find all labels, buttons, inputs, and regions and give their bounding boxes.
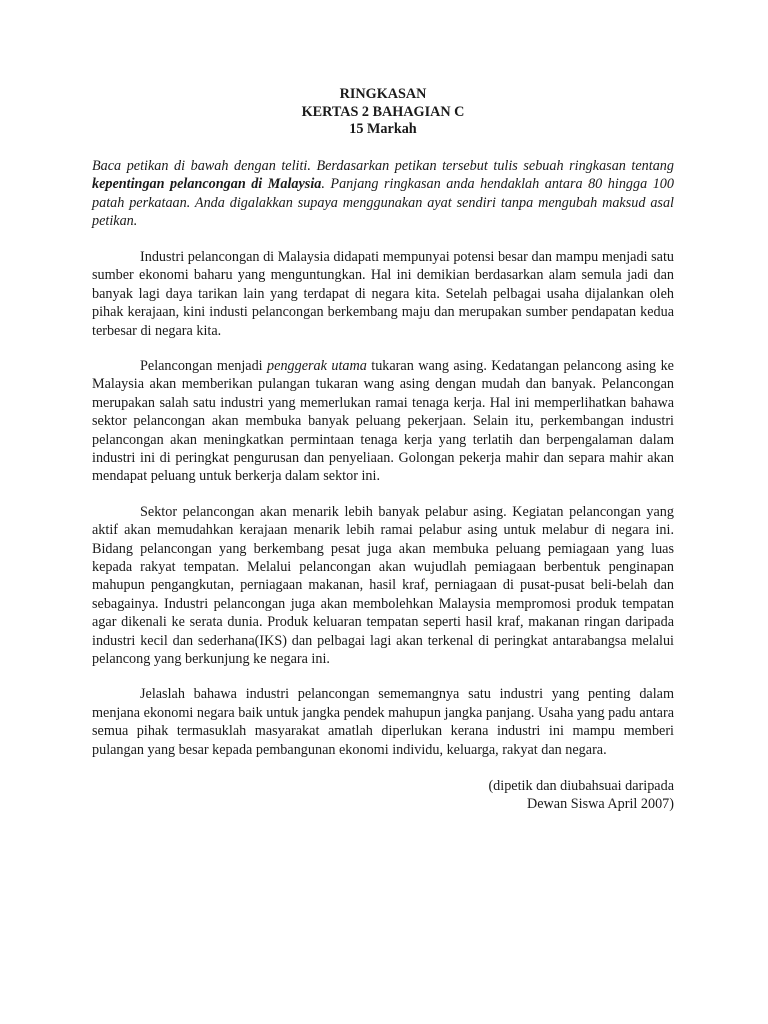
source-citation — [92, 777, 674, 814]
heading-marks: 15 Markah — [349, 121, 417, 137]
paragraph-2-after: tukaran wang asing. Kedatangan pelancong asing ke Malaysia akan memberikan pulangan tukaran wang asing dengan mudah dan banyak. Pelancongan merupakan salah satu industri yang memerlukan ramai tenaga kerja. Hal ini memperlihatkan bahawa sektor pelancongan akan membuka banyak peluang pekerjaan. Selain itu, perkembangan industri pelancongan akan meningkatkan permintaan tenaga kerja yang terlatih dan berpengalaman dalam industri ini di peringkat pengurusan dan penyeliaan. Golongan pekerja mahir dan separa mahir akan mendapat peluang untuk berkerja dalam sektor ini. — [92, 357, 674, 485]
passage-paragraph-1: Industri pelancongan di Malaysia didapati mempunyai potensi besar dan mampu menjadi satu sumber ekonomi baharu yang menguntungkan. Hal ini demikian berdasarkan alam semula jadi dan banyak lagi daya tarikan lain yang terdapat di negara kita. Setelah pelbagai usaha dijalankan oleh pihak kerajaan, kini industi pelancongan berkembang maju dan merupakan sumber pendapatan kedua terbesar di negara kita. — [92, 248, 674, 339]
passage-paragraph-3: Sektor pelancongan akan menarik lebih banyak pelabur asing. Kegiatan pelancongan yang aktif akan memudahkan kerajaan menarik lebih ramai pelabur asing untuk melabur di negara ini. Bidang pelancongan yang berkembang pesat juga akan membuka peluang pemiagaan yang luas kepada rakyat tempatan. Melalui pelancongan akan wujudlah pemiagaan berbentuk penginapan mahupun pengangkutan, perniagaan makanan, hasil kraf, perniagaan di pusat-pusat beli-belah dan sebagainya. Industri pelancongan juga akan membolehkan Malaysia mempromosi produk tempatan agar dikenali ke serata dunia. Produk keluaran tempatan seperti hasil kraf, makanan ringan daripada industri kecil dan sederhana(IKS) dan pelbagai lagi akan terkenal di peringkat antarabangsa melalui pelancong yang berkunjung ke negara ini. — [92, 503, 674, 667]
instructions-topic-bold: kepentingan pelancongan di Malaysia — [92, 176, 322, 193]
source-line-2: Dewan Siswa April 2007) — [527, 796, 674, 813]
document-heading — [92, 86, 674, 139]
paragraph-2-italic-phrase: penggerak utama — [267, 357, 367, 374]
passage-paragraph-2 — [92, 357, 674, 486]
passage-paragraph-4: Jelaslah bahawa industri pelancongan sememangnya satu industri yang penting dalam menjana ekonomi negara baik untuk jangka pendek mahupun jangka panjang. Usaha yang padu antara semua pihak termasuklah masyarakat amatlah diperlukan kerana industri ini mampu memberi pulangan yang besar kepada pembangunan ekonomi individu, keluarga, rakyat dan negara. — [92, 686, 674, 758]
paragraph-2-before: Pelancongan menjadi — [140, 357, 268, 374]
instructions-text-part1: Baca petikan di bawah dengan teliti. Berdasarkan petikan tersebut tulis sebuah ringkasan tentang — [92, 157, 674, 174]
heading-subtitle: KERTAS 2 BAHAGIAN C — [301, 103, 465, 120]
instructions-paragraph — [92, 157, 674, 231]
source-line-1: (dipetik dan diubahsuai daripada — [488, 778, 674, 795]
document-page — [92, 86, 674, 814]
instructions-text-part2: . Panjang ringkasan anda hendaklah antara 80 hingga 100 patah perkataan. Anda digalakkan supaya menggunakan ayat sendiri tanpa mengubah maksud asal petikan. — [92, 176, 674, 230]
heading-title: RINGKASAN — [339, 86, 427, 102]
